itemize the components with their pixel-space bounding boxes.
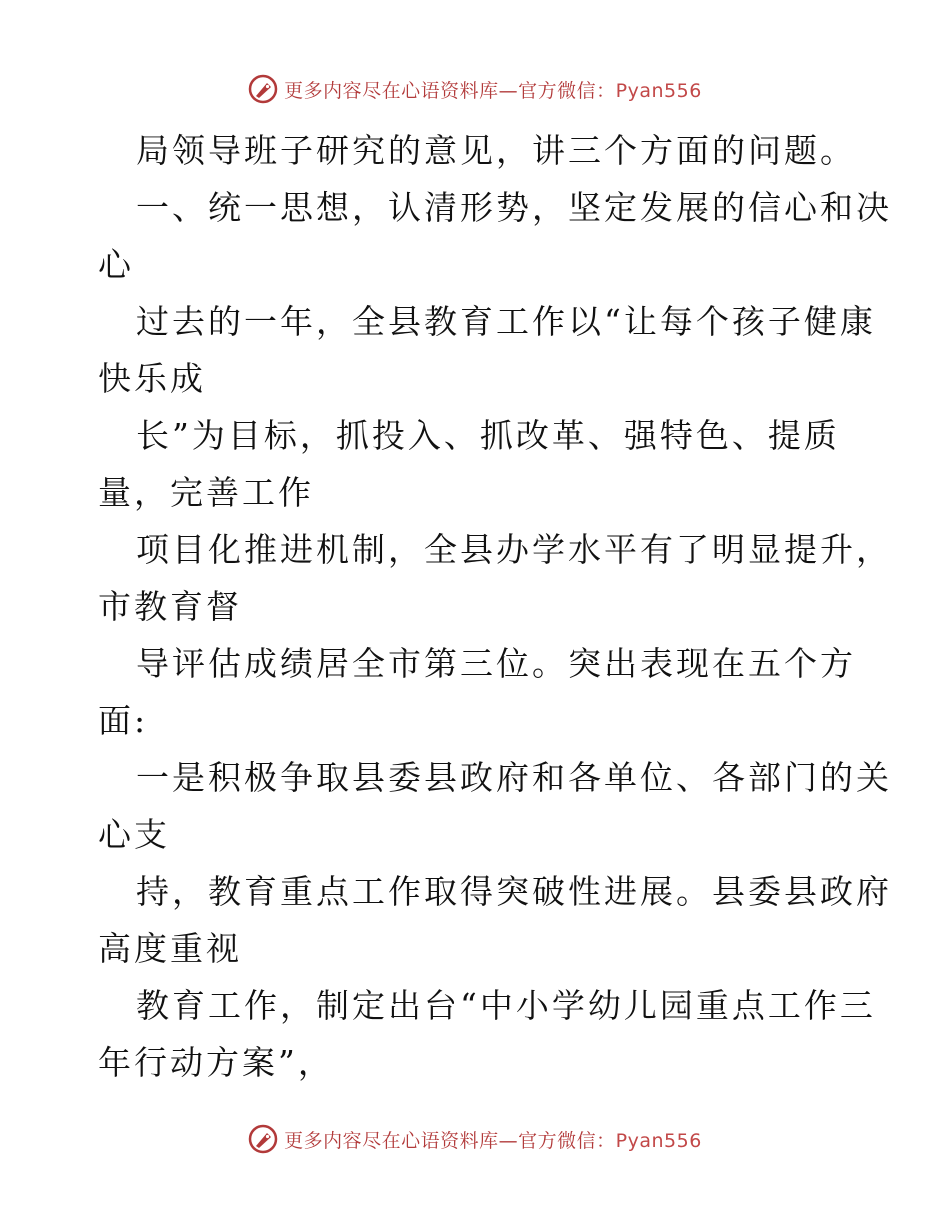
text-line: 一是积极争取县委县政府和各单位、各部门的关 xyxy=(136,758,892,797)
text-line: 心 xyxy=(98,245,134,284)
text-line: 持，教育重点工作取得突破性进展。县委县政府 xyxy=(136,872,892,911)
watermark-wechat-id: Pyan556 xyxy=(615,1129,702,1152)
text-line: 教育工作，制定出台“中小学幼儿园重点工作三 xyxy=(136,986,876,1025)
watermark-wechat-id: Pyan556 xyxy=(615,79,702,102)
header-watermark xyxy=(0,74,950,104)
text-line: 市教育督 xyxy=(98,587,242,626)
footer-watermark xyxy=(0,1124,950,1154)
text-line: 导评估成绩居全市第三位。突出表现在五个方 xyxy=(136,644,856,683)
text-line: 年行动方案”， xyxy=(98,1043,334,1082)
watermark-text xyxy=(284,76,702,103)
pen-nib-icon xyxy=(248,1124,278,1154)
text-line: 一、统一思想，认清形势，坚定发展的信心和决 xyxy=(136,188,892,227)
watermark-text-cn: 更多内容尽在心语资料库—官方微信： xyxy=(284,1129,616,1152)
text-line: 局领导班子研究的意见，讲三个方面的问题。 xyxy=(136,131,856,170)
watermark-text xyxy=(284,1126,702,1153)
text-line: 过去的一年，全县教育工作以“让每个孩子健康 xyxy=(136,302,876,341)
text-line: 长”为目标，抓投入、抓改革、强特色、提质 xyxy=(136,416,840,455)
text-line: 面: xyxy=(98,701,149,740)
text-line: 量，完善工作 xyxy=(98,473,314,512)
pen-nib-icon xyxy=(248,74,278,104)
text-line: 快乐成 xyxy=(98,359,206,398)
text-line: 项目化推进机制，全县办学水平有了明显提升， xyxy=(136,530,892,569)
document-body xyxy=(98,122,892,1091)
text-line: 心支 xyxy=(98,815,170,854)
text-line: 高度重视 xyxy=(98,929,242,968)
watermark-text-cn: 更多内容尽在心语资料库—官方微信： xyxy=(284,79,616,102)
